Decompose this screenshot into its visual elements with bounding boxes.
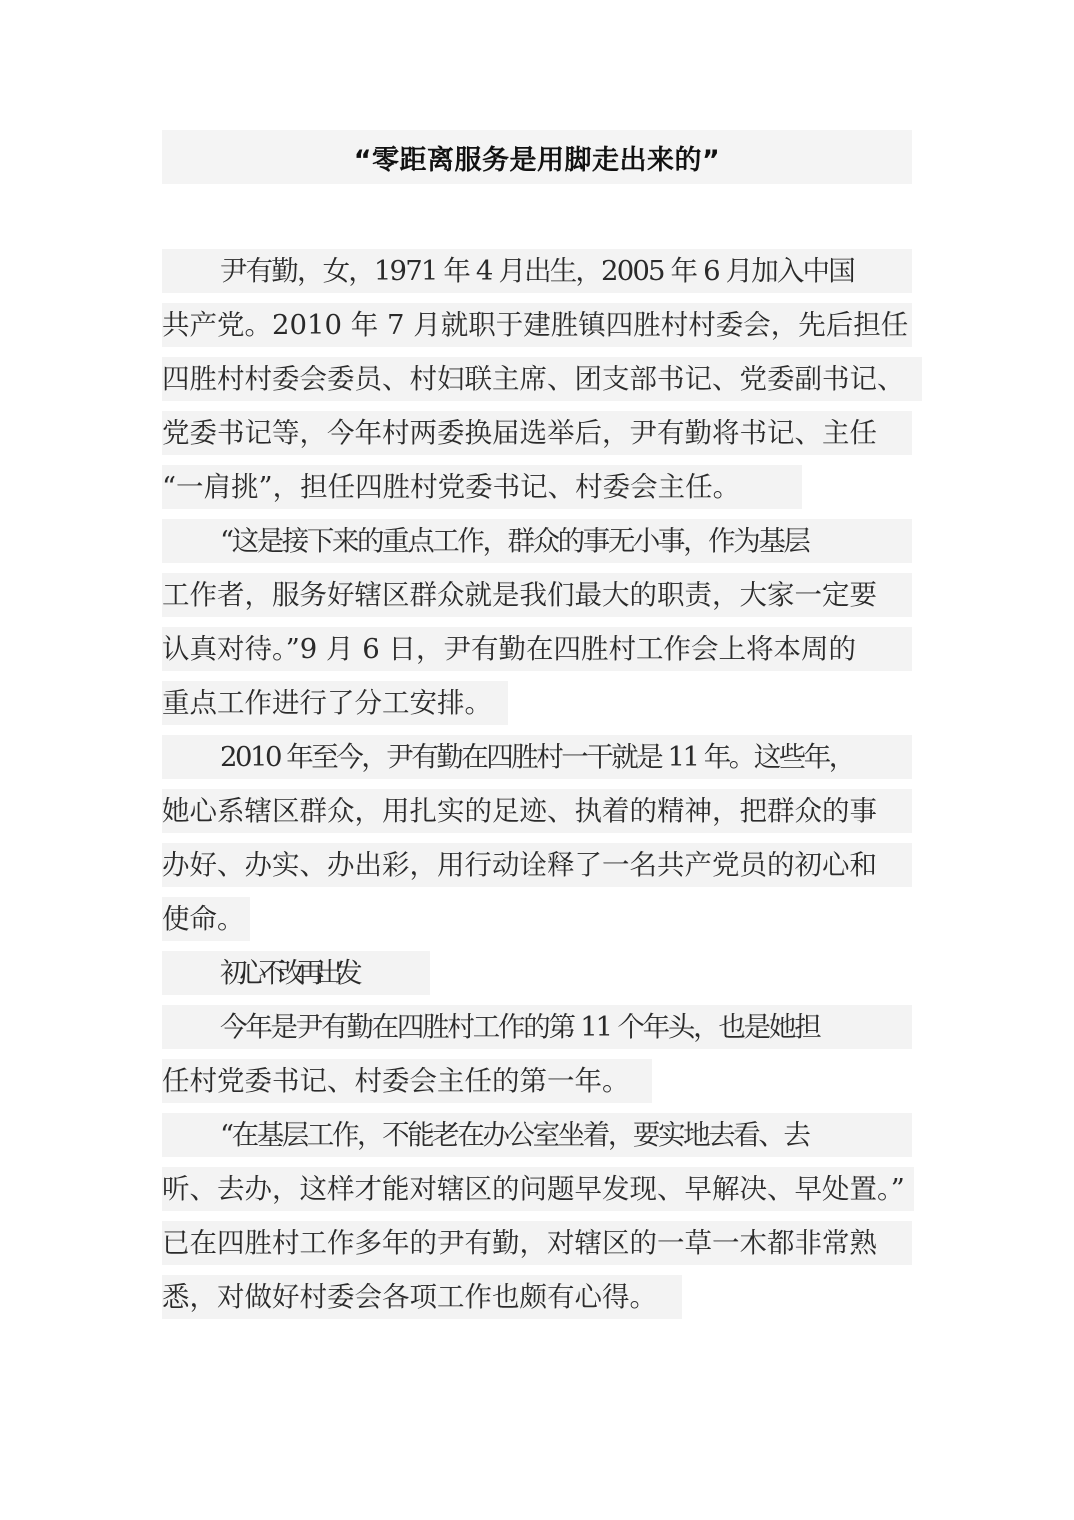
text-line: “这是接下来的重点工作，群众的事无小事，作为基层 xyxy=(162,519,912,563)
section-heading: 初心不改再出发 xyxy=(162,951,430,995)
document-title: “零距离服务是用脚走出来的” xyxy=(353,144,721,176)
text-line: 重点工作进行了分工安排。 xyxy=(162,681,508,725)
text-line: 共产党。2010 年 7 月就职于建胜镇四胜村村委会，先后担任 xyxy=(162,303,912,347)
text-line: 任村党委书记、村委会主任的第一年。 xyxy=(162,1059,652,1103)
text-line: 已在四胜村工作多年的尹有勤，对辖区的一草一木都非常熟 xyxy=(162,1221,912,1265)
text-line: 工作者，服务好辖区群众就是我们最大的职责，大家一定要 xyxy=(162,573,912,617)
text-line: 认真对待。”9 月 6 日，尹有勤在四胜村工作会上将本周的 xyxy=(162,627,912,671)
text-line: 办好、办实、办出彩，用行动诠释了一名共产党员的初心和 xyxy=(162,843,912,887)
text-line: 听、去办，这样才能对辖区的问题早发现、早解决、早处置。” xyxy=(162,1167,914,1211)
text-line: 她心系辖区群众，用扎实的足迹、执着的精神，把群众的事 xyxy=(162,789,912,833)
text-line: “一肩挑”，担任四胜村党委书记、村委会主任。 xyxy=(162,465,802,509)
text-line: 2010 年至今，尹有勤在四胜村一干就是 11 年。这些年， xyxy=(162,735,912,779)
text-line: 今年是尹有勤在四胜村工作的第 11 个年头，也是她担 xyxy=(162,1005,912,1049)
text-line: 党委书记等，今年村两委换届选举后，尹有勤将书记、主任 xyxy=(162,411,912,455)
title-bar xyxy=(162,130,912,184)
text-line: 尹有勤，女，1971 年 4 月出生，2005 年 6 月加入中国 xyxy=(162,249,912,293)
text-line: 使命。 xyxy=(162,897,250,941)
text-line: 四胜村村委会委员、村妇联主席、团支部书记、党委副书记、 xyxy=(162,357,922,401)
text-line: “在基层工作，不能老在办公室坐着，要实地去看、去 xyxy=(162,1113,912,1157)
text-line: 悉，对做好村委会各项工作也颇有心得。 xyxy=(162,1275,682,1319)
